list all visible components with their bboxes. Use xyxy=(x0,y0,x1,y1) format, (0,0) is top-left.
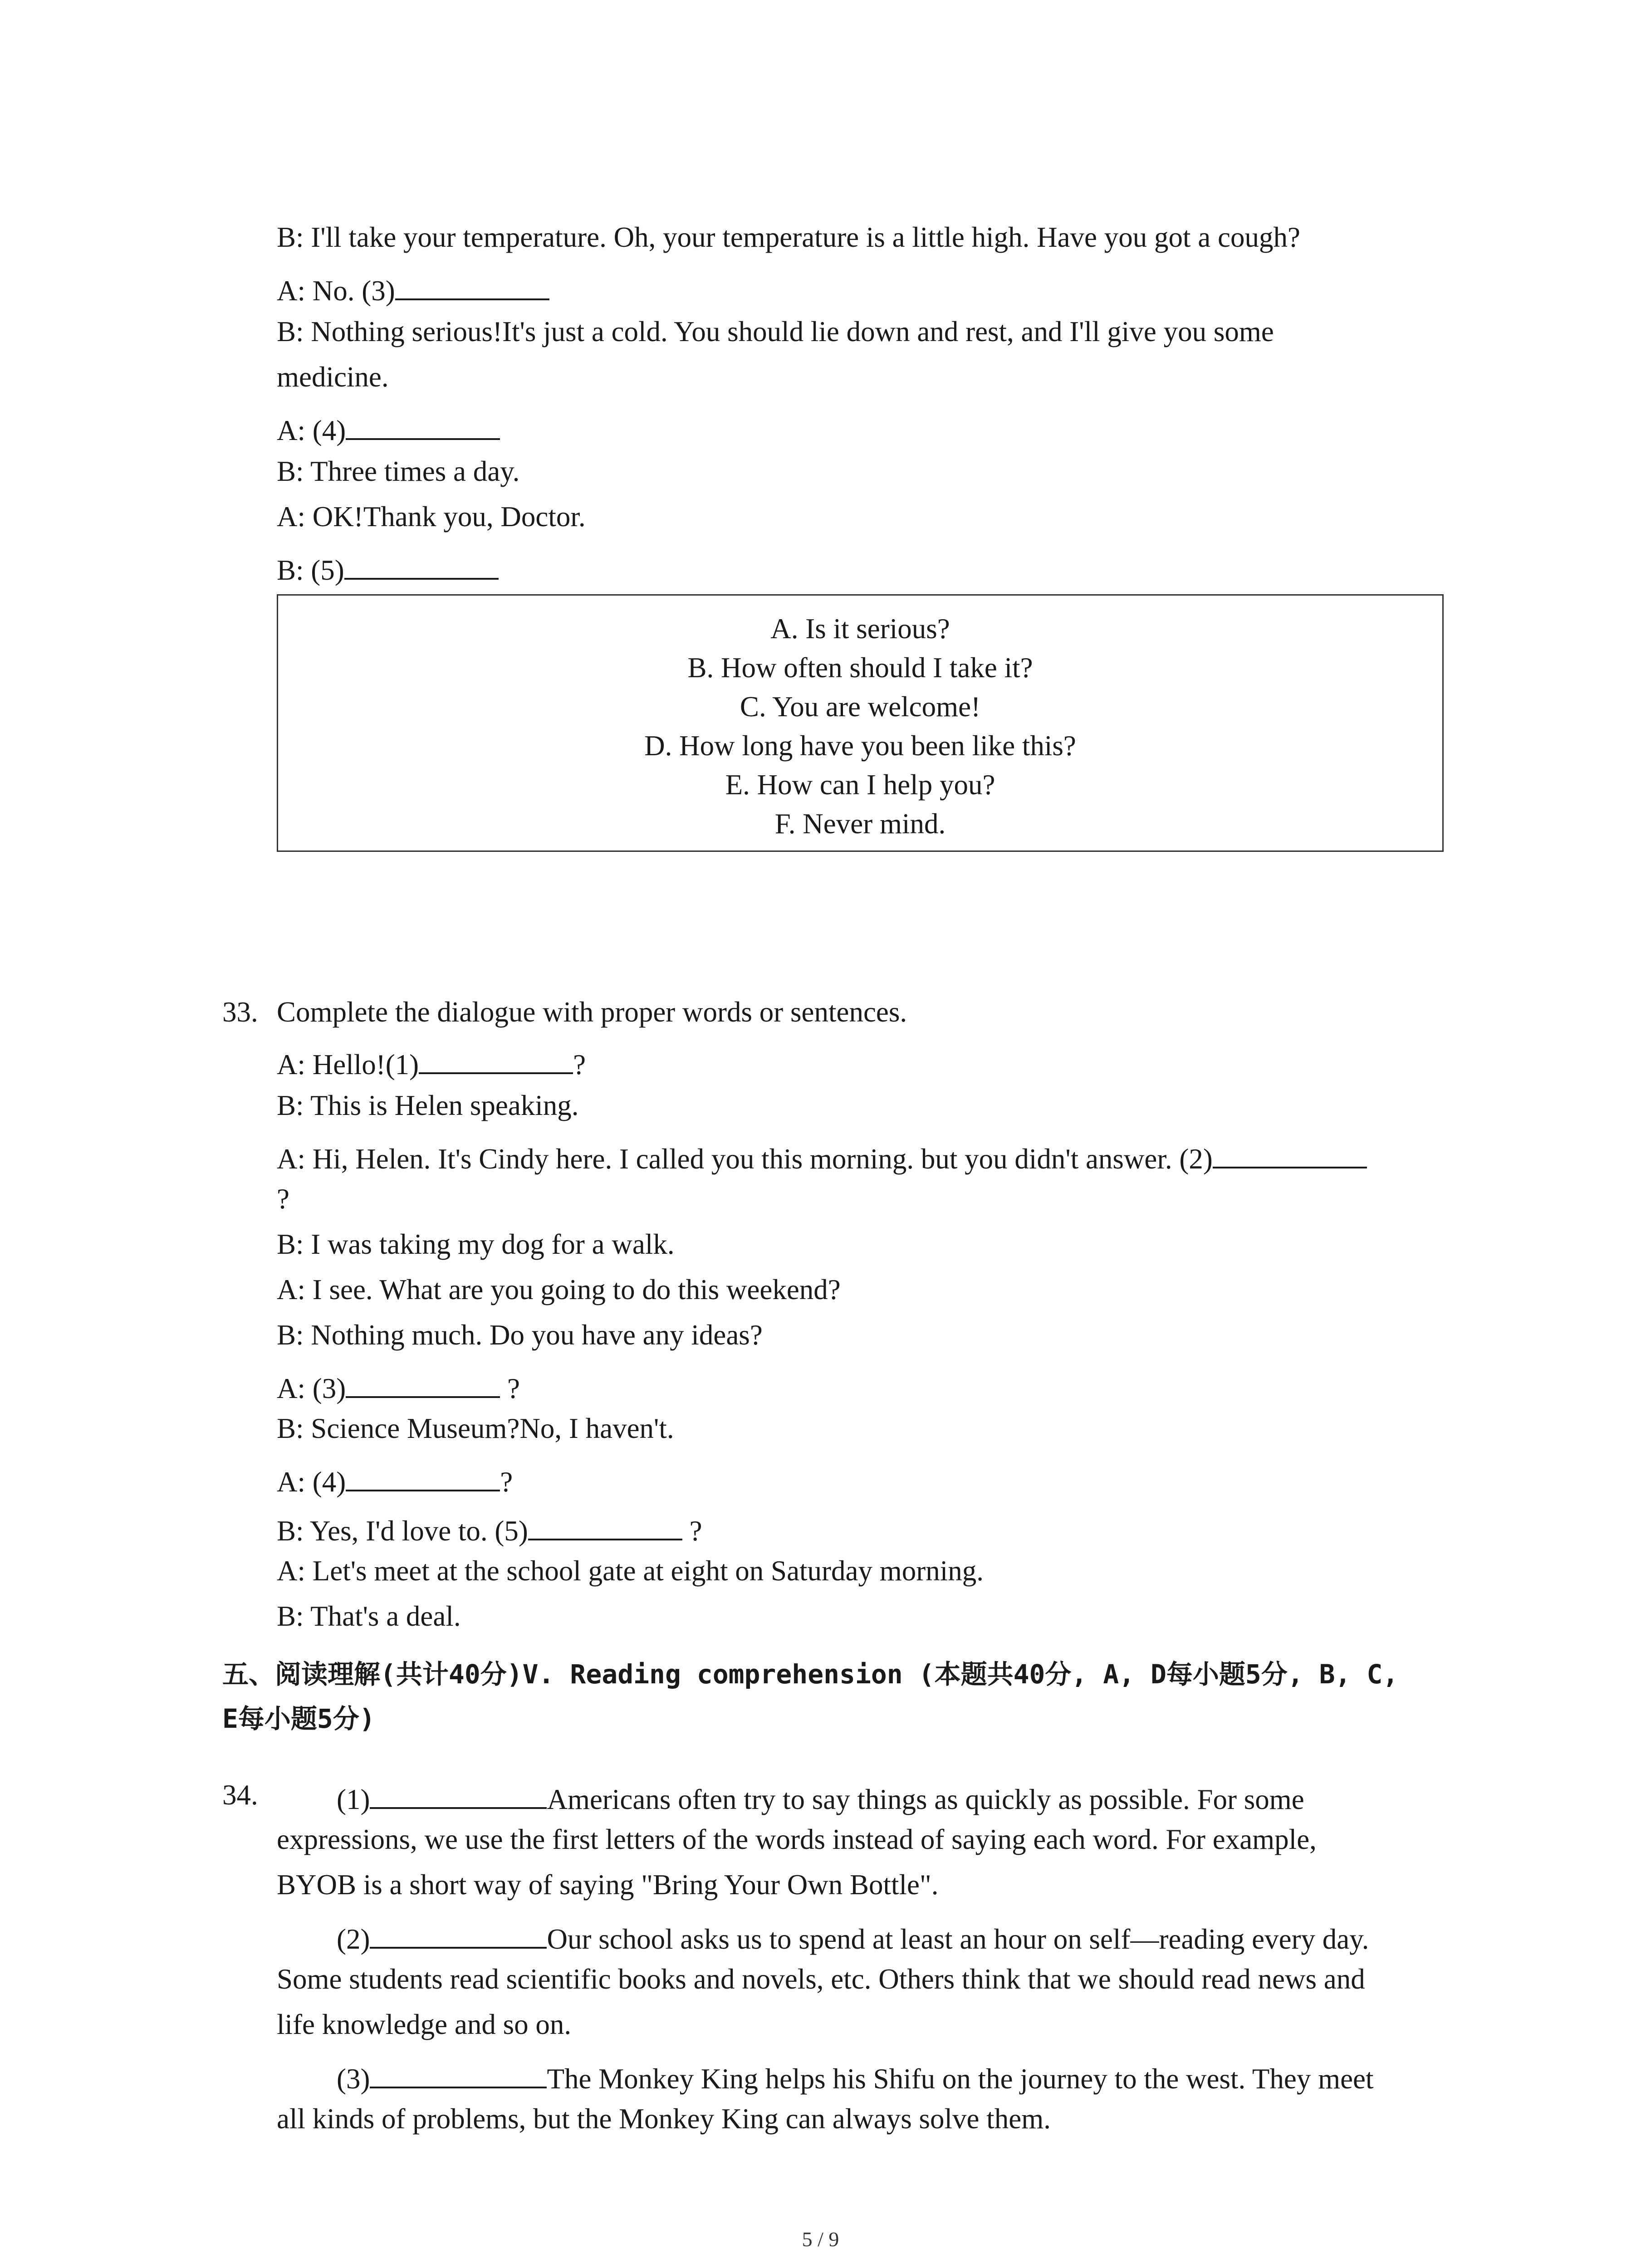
line-prefix: A: (4) xyxy=(277,1466,346,1498)
answer-blank[interactable] xyxy=(528,1512,682,1540)
page-number: 5 / 9 xyxy=(802,2228,839,2251)
answer-blank[interactable] xyxy=(370,1921,547,1949)
paragraph-line: Some students read scientific books and novels, etc. Others think that we should read news and xyxy=(277,1963,1365,1995)
answer-blank[interactable] xyxy=(370,2060,547,2088)
dialogue-line: B: I'll take your temperature. Oh, your temperature is a little high. Have you got a cough? xyxy=(277,221,1300,253)
dialogue-line: B: Three times a day. xyxy=(277,455,520,487)
dialogue-line: A: I see. What are you going to do this weekend? xyxy=(277,1274,841,1305)
section-heading: 五、阅读理解(共计40分)V. Reading comprehension (本题共40分, A, D每小题5分, B, C, xyxy=(222,1659,1399,1690)
dialogue-line xyxy=(277,1463,513,1496)
line-prefix: B: (5) xyxy=(277,554,344,586)
paragraph-line: all kinds of problems, but the Monkey King can always solve them. xyxy=(277,2103,1051,2135)
option-c: C. You are welcome! xyxy=(740,691,981,723)
dialogue-line: B: Science Museum?No, I haven't. xyxy=(277,1413,674,1444)
section-heading: E每小题5分) xyxy=(222,1703,375,1734)
question-number: 33. xyxy=(222,996,258,1028)
dialogue-line: B: That's a deal. xyxy=(277,1600,461,1632)
paragraph-text: Our school asks us to spend at least an hour on self—reading every day. xyxy=(547,1923,1369,1955)
answer-blank[interactable] xyxy=(1213,1140,1367,1168)
line-suffix: ? xyxy=(573,1049,586,1080)
answer-blank[interactable] xyxy=(346,1370,500,1398)
paragraph-text: Americans often try to say things as quickly as possible. For some xyxy=(547,1784,1304,1815)
dialogue-line xyxy=(277,1140,1367,1173)
paragraph-line xyxy=(337,2060,1374,2093)
line-suffix: ? xyxy=(500,1373,520,1404)
option-b: B. How often should I take it? xyxy=(687,652,1033,684)
option-d: D. How long have you been like this? xyxy=(644,730,1076,762)
paragraph-line: BYOB is a short way of saying "Bring Your Own Bottle". xyxy=(277,1869,939,1901)
paragraph-text: The Monkey King helps his Shifu on the journey to the west. They meet xyxy=(547,2063,1374,2095)
line-prefix: B: Yes, I'd love to. (5) xyxy=(277,1515,528,1547)
dialogue-line xyxy=(277,272,549,305)
paragraph-label: (1) xyxy=(337,1784,370,1815)
option-a: A. Is it serious? xyxy=(770,613,950,645)
answer-blank[interactable] xyxy=(346,1463,500,1491)
dialogue-line xyxy=(277,1370,520,1403)
answer-blank[interactable] xyxy=(419,1046,573,1074)
line-prefix: A: No. (3) xyxy=(277,275,395,307)
paragraph-line: life knowledge and so on. xyxy=(277,2009,572,2040)
dialogue-line: B: Nothing serious!It's just a cold. You should lie down and rest, and I'll give you some xyxy=(277,316,1274,347)
option-f: F. Never mind. xyxy=(774,808,946,840)
line-prefix: A: (4) xyxy=(277,415,346,446)
paragraph-line xyxy=(337,1781,1304,1814)
dialogue-line: B: Nothing much. Do you have any ideas? xyxy=(277,1319,763,1351)
question-instruction: Complete the dialogue with proper words or sentences. xyxy=(277,996,907,1028)
dialogue-line xyxy=(277,1512,702,1545)
line-prefix: A: Hello!(1) xyxy=(277,1049,419,1080)
line-suffix: ? xyxy=(500,1466,513,1498)
options-box xyxy=(277,594,1444,852)
answer-blank[interactable] xyxy=(395,272,549,300)
option-e: E. How can I help you? xyxy=(725,769,995,801)
dialogue-line: medicine. xyxy=(277,361,389,393)
question-number: 34. xyxy=(222,1779,258,1811)
dialogue-line: A: OK!Thank you, Doctor. xyxy=(277,501,586,533)
answer-blank[interactable] xyxy=(346,412,500,440)
answer-blank[interactable] xyxy=(344,552,499,580)
dialogue-line: A: Let's meet at the school gate at eight on Saturday morning. xyxy=(277,1555,984,1587)
dialogue-line: B: I was taking my dog for a walk. xyxy=(277,1228,675,1260)
dialogue-line: B: This is Helen speaking. xyxy=(277,1090,579,1121)
line-prefix: A: Hi, Helen. It's Cindy here. I called you this morning. but you didn't answer. (2) xyxy=(277,1143,1213,1175)
dialogue-line xyxy=(277,412,500,445)
dialogue-line xyxy=(277,1046,586,1079)
paragraph-line xyxy=(337,1921,1369,1954)
line-suffix: ? xyxy=(682,1515,702,1547)
answer-blank[interactable] xyxy=(370,1781,547,1809)
paragraph-label: (2) xyxy=(337,1923,370,1955)
paragraph-line: expressions, we use the first letters of the words instead of saying each word. For example, xyxy=(277,1823,1317,1855)
paragraph-label: (3) xyxy=(337,2063,370,2095)
dialogue-line: ? xyxy=(277,1183,289,1215)
dialogue-line xyxy=(277,552,499,585)
line-prefix: A: (3) xyxy=(277,1373,346,1404)
